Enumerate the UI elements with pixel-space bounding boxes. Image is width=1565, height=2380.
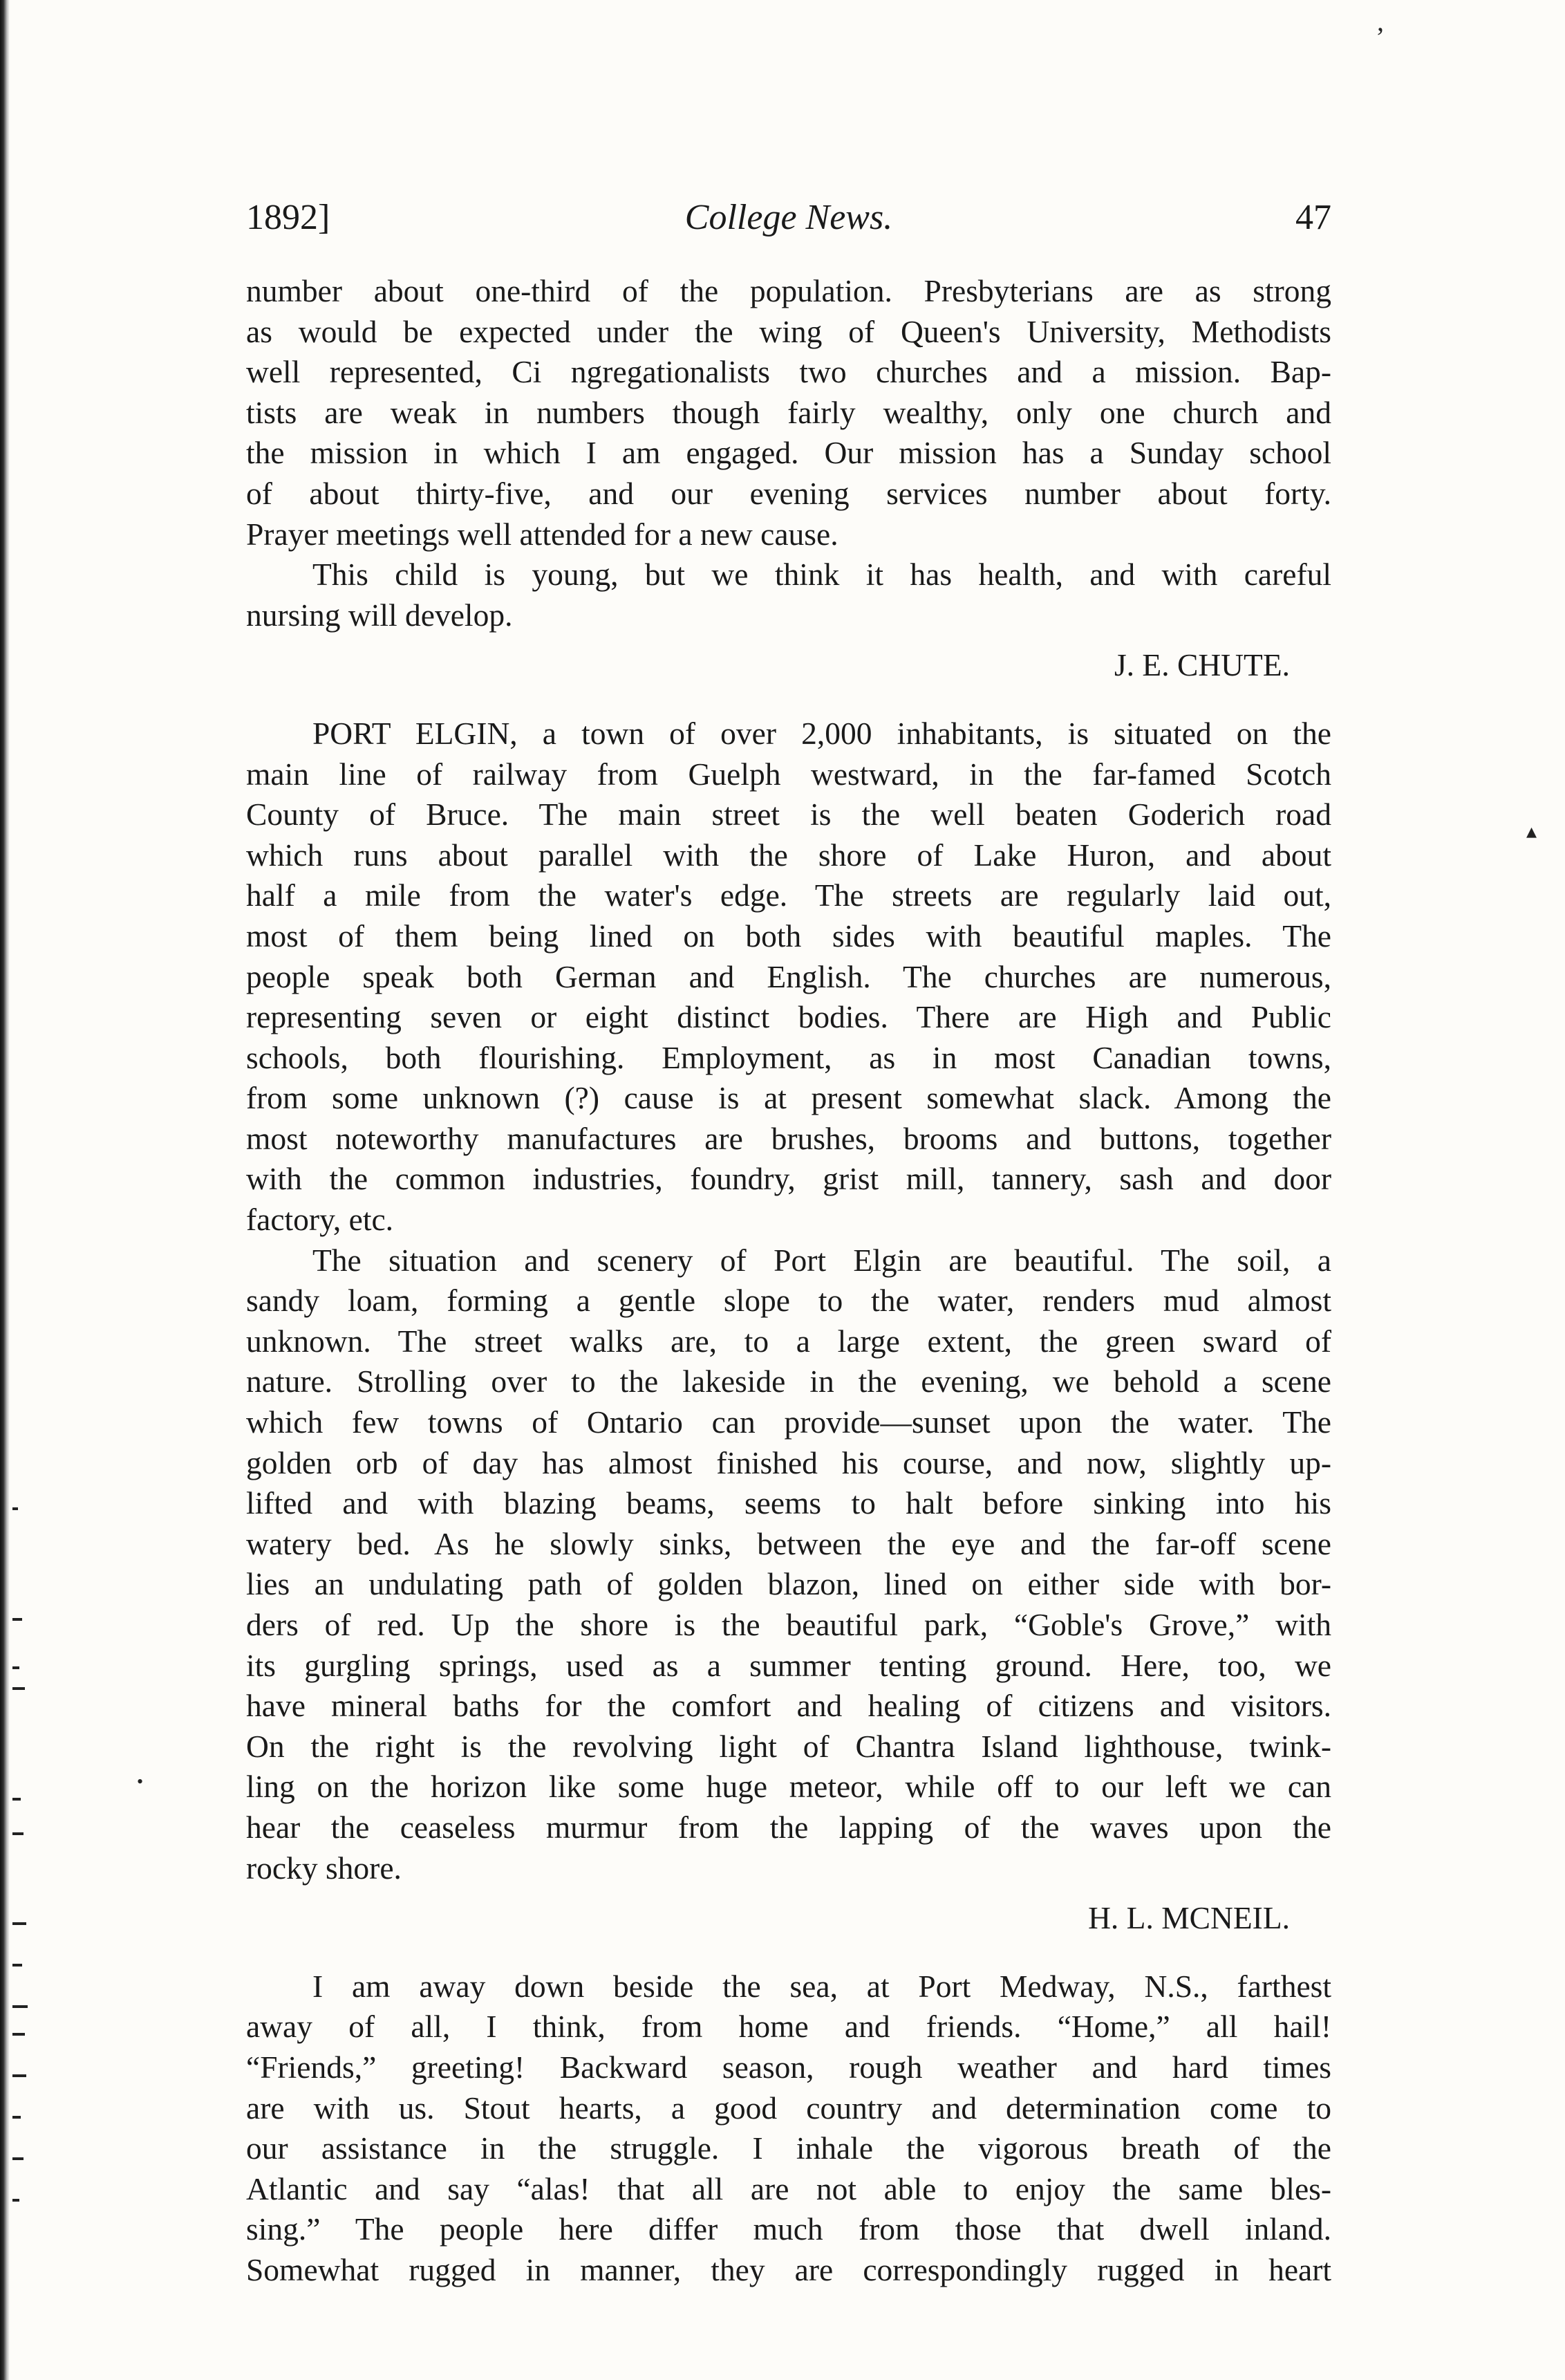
- text-line: rocky shore.: [246, 1850, 402, 1886]
- text-line: representing seven or eight distinct bodies. There are High and Public: [246, 999, 1331, 1035]
- text-line: half a mile from the water's edge. The streets are regularly laid out,: [246, 877, 1331, 913]
- stray-mark-mid: ▴: [1526, 820, 1537, 843]
- signature: J. E. CHUTE.: [1114, 647, 1290, 683]
- page-number: 47: [1295, 198, 1331, 237]
- text-line: The situation and scenery of Port Elgin are beautiful. The soil, a: [312, 1242, 1331, 1278]
- binding-marks: [12, 1507, 28, 2303]
- text-line: unknown. The street walks are, to a large extent, the green sward of: [246, 1323, 1331, 1359]
- text-line: hear the ceaseless murmur from the lapping of the waves upon the: [246, 1809, 1331, 1845]
- text-line: nature. Strolling over to the lakeside in the evening, we behold a scene: [246, 1364, 1331, 1400]
- text-line: factory, etc.: [246, 1202, 394, 1238]
- text-line: people speak both German and English. The churches are numerous,: [246, 958, 1331, 994]
- text-line: ders of red. Up the shore is the beautiful park, “Goble's Grove,” with: [246, 1607, 1331, 1642]
- text-line: I am away down beside the sea, at Port Medway, N.S., farthest: [312, 1968, 1331, 2004]
- text-line: which few towns of Ontario can provide—sunset upon the water. The: [246, 1404, 1331, 1440]
- stray-mark-top: ’: [1376, 21, 1385, 53]
- text-line: watery bed. As he slowly sinks, between the eye and the far-off scene: [246, 1525, 1331, 1561]
- text-line: Prayer meetings well attended for a new cause.: [246, 516, 838, 552]
- page-body: [246, 271, 1331, 2291]
- text-line: its gurgling springs, used as a summer tenting ground. Here, too, we: [246, 1647, 1331, 1683]
- text-line: of about thirty-five, and our evening services number about forty.: [246, 475, 1331, 511]
- text-line: On the right is the revolving light of Chantra Island lighthouse, twink-: [246, 1728, 1331, 1764]
- text-line: County of Bruce. The main street is the well beaten Goderich road: [246, 797, 1331, 833]
- header-title: College News.: [684, 198, 893, 237]
- text-line: Atlantic and say “alas! that all are not able to enjoy the same bles-: [246, 2170, 1331, 2206]
- text-line: lies an undulating path of golden blazon, lined on either side with bor-: [246, 1566, 1331, 1602]
- text-line: sing.” The people here differ much from those that dwell inland.: [246, 2211, 1331, 2247]
- text-line: This child is young, but we think it has health, and with careful: [312, 557, 1331, 593]
- header-year: 1892]: [246, 198, 330, 237]
- article-section: [246, 714, 1331, 1939]
- text-line: lifted and with blazing beams, seems to halt before sinking into his: [246, 1485, 1331, 1521]
- text-line: main line of railway from Guelph westward, in the far-famed Scotch: [246, 756, 1331, 792]
- text-line: tists are weak in numbers though fairly wealthy, only one church and: [246, 394, 1331, 430]
- text-line: most noteworthy manufactures are brushes, brooms and buttons, together: [246, 1120, 1331, 1156]
- text-line: the mission in which I am engaged. Our mission has a Sunday school: [246, 435, 1331, 471]
- text-line: number about one-third of the population. Presbyterians are as strong: [246, 273, 1331, 308]
- article-section: [246, 1967, 1331, 2291]
- text-line: schools, both flourishing. Employment, as in most Canadian towns,: [246, 1039, 1331, 1075]
- text-line: ling on the horizon like some huge meteor, while off to our left we can: [246, 1769, 1331, 1805]
- text-line: sandy loam, forming a gentle slope to the water, renders mud almost: [246, 1283, 1331, 1319]
- article-section: [246, 271, 1331, 686]
- text-line: our assistance in the struggle. I inhale the vigorous breath of the: [246, 2130, 1331, 2166]
- text-line: which runs about parallel with the shore of Lake Huron, and about: [246, 837, 1331, 873]
- text-line: PORT ELGIN, a town of over 2,000 inhabitants, is situated on the: [312, 715, 1331, 751]
- text-line: are with us. Stout hearts, a good country and determination come to: [246, 2090, 1331, 2126]
- text-line: nursing will develop.: [246, 597, 513, 633]
- page-header: [246, 197, 1331, 252]
- text-line: from some unknown (?) cause is at present somewhat slack. Among the: [246, 1080, 1331, 1116]
- text-line: most of them being lined on both sides with beautiful maples. The: [246, 918, 1331, 954]
- text-line: golden orb of day has almost finished his course, and now, slightly up-: [246, 1444, 1331, 1480]
- text-line: Somewhat rugged in manner, they are correspondingly rugged in heart: [246, 2251, 1331, 2287]
- scan-edge: [0, 0, 10, 2380]
- text-line: have mineral baths for the comfort and healing of citizens and visitors.: [246, 1688, 1331, 1724]
- text-line: well represented, Ci ngregationalists two churches and a mission. Bap-: [246, 354, 1331, 390]
- text-line: as would be expected under the wing of Queen's University, Methodists: [246, 313, 1331, 349]
- text-line: with the common industries, foundry, grist mill, tannery, sash and door: [246, 1161, 1331, 1197]
- signature: H. L. MCNEIL.: [1088, 1900, 1290, 1936]
- text-line: “Friends,” greeting! Backward season, rough weather and hard times: [246, 2049, 1331, 2085]
- stray-mark-left: •: [137, 1772, 144, 1792]
- text-line: away of all, I think, from home and friends. “Home,” all hail!: [246, 2009, 1331, 2045]
